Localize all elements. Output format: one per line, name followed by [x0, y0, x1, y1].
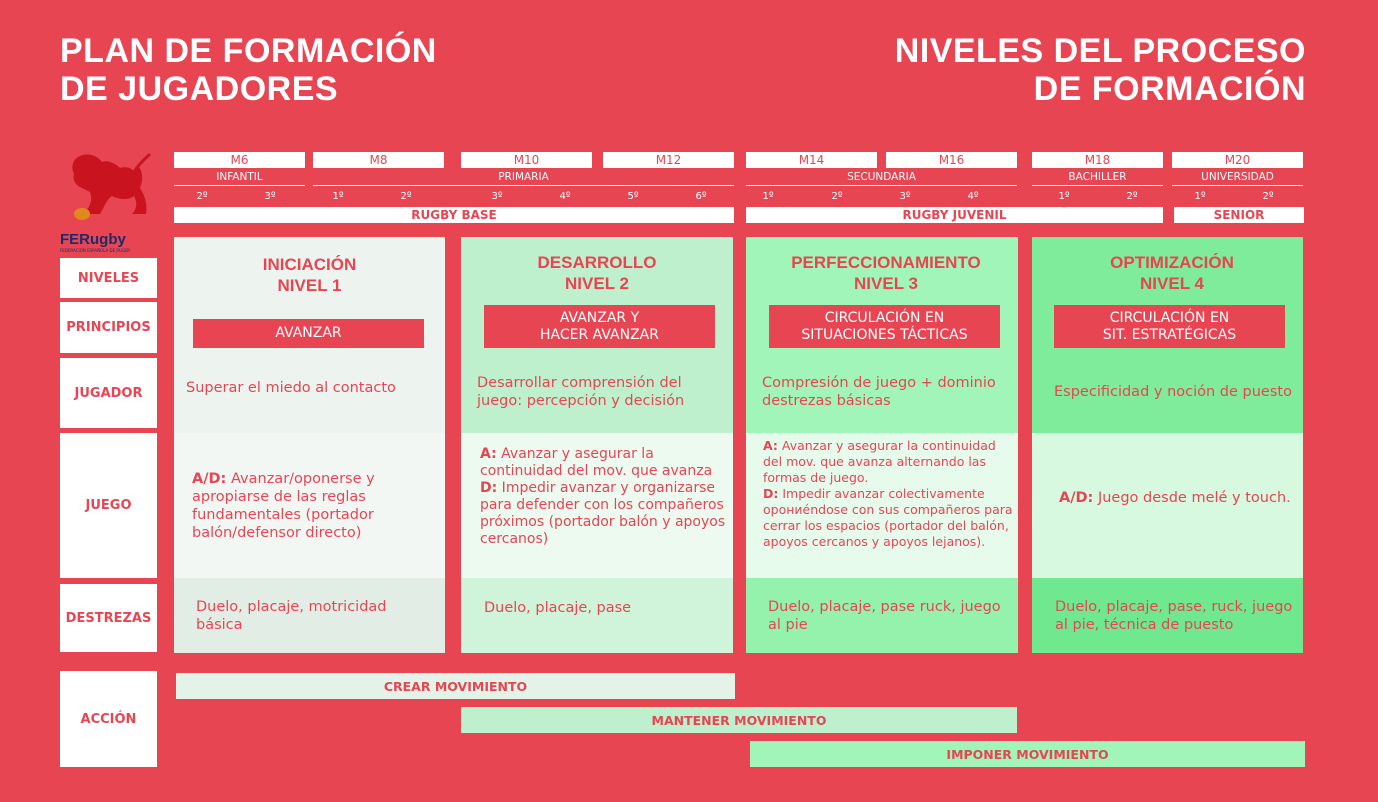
title-right: NIVELES DEL PROCESO DE FORMACIÓN: [894, 32, 1306, 108]
level-3-player: Compresión de juego + dominio destrezas básicas: [762, 375, 996, 409]
year-label: 3º: [491, 191, 503, 202]
juego-key: A:: [480, 446, 497, 462]
lion-logo-icon: [60, 148, 155, 228]
year-label: 2º: [831, 191, 843, 202]
level-3-skills: Duelo, placaje, pase ruck, juego al pie: [768, 599, 1001, 633]
year-label: 4º: [967, 191, 979, 202]
logo-subtext: FEDERACIÓN ESPAÑOLA DE RUGBY: [60, 248, 131, 253]
category-m12: M12: [603, 152, 734, 168]
year-label: 3º: [899, 191, 911, 202]
year-label: 4º: [559, 191, 571, 202]
juego-text: Avanzar y asegurar la continuidad del mov. que avanza: [480, 446, 713, 479]
divider-line: [746, 185, 1017, 186]
action-mantener-movimiento: MANTENER MOVIMIENTO: [461, 707, 1017, 733]
school-bachiller: BACHILLER: [1068, 171, 1127, 183]
divider-line: [1172, 185, 1303, 186]
year-label: 3º: [264, 191, 276, 202]
juego-text: Avanzar/oponerse y apropiarse de las reglas fundamentales (portador balón/defensor directo): [192, 471, 375, 541]
year-label: 5º: [627, 191, 639, 202]
divider-line: [1032, 185, 1163, 186]
logo: [60, 148, 155, 253]
juego-text: Impedir avanzar y organizarse para defender con los compañeros próximos (portador balón y apoyos cercanos): [480, 480, 726, 547]
juego-text: Impedir avanzar colectivamente opониéndose con sus compañeros para cerrar los espacios (portador del balón, apoyos cercanos y apoyos lejanos).: [763, 486, 1013, 549]
year-label: 1º: [762, 191, 774, 202]
year-label: 1º: [1058, 191, 1070, 202]
year-label: 2º: [400, 191, 412, 202]
row-label-accion: ACCIÓN: [60, 671, 157, 767]
stage-senior: SENIOR: [1174, 207, 1304, 223]
logo-text: FERugby: [60, 231, 126, 248]
level-1-title: INICIACIÓN NIVEL 1: [262, 255, 357, 295]
year-label: 2º: [196, 191, 208, 202]
category-m16: M16: [886, 152, 1017, 168]
category-m14: M14: [746, 152, 877, 168]
year-label: 1º: [332, 191, 344, 202]
action-imponer-movimiento: IMPONER MOVIMIENTO: [750, 741, 1305, 767]
category-m18: M18: [1032, 152, 1163, 168]
school-universidad: UNIVERSIDAD: [1201, 171, 1274, 183]
level-2-title: DESARROLLO NIVEL 2: [537, 253, 657, 293]
level-1-player: Superar el miedo al contacto: [186, 380, 396, 396]
category-m6: M6: [174, 152, 305, 168]
row-label-jugador: JUGADOR: [60, 358, 157, 428]
level-4-juego: [1059, 489, 1294, 507]
stage-rugby-base: RUGBY BASE: [174, 207, 734, 223]
divider-line: [174, 185, 305, 186]
school-infantil: INFANTIL: [216, 171, 263, 183]
row-label-niveles: NIVELES: [60, 258, 157, 298]
juego-key: D:: [480, 480, 498, 496]
level-3-juego: [763, 438, 1016, 550]
juego-key: A:: [763, 438, 778, 453]
row-label-principios: PRINCIPIOS: [60, 302, 157, 353]
level-4-skills: Duelo, placaje, pase, ruck, juego al pie, técnica de puesto: [1055, 599, 1293, 633]
juego-key: A/D:: [1059, 490, 1094, 506]
year-label: 2º: [1262, 191, 1274, 202]
stage-rugby-juvenil: RUGBY JUVENIL: [746, 207, 1163, 223]
row-label-juego: JUEGO: [60, 433, 157, 578]
level-4-player: Especificidad y noción de puesto: [1054, 384, 1292, 400]
title-left: PLAN DE FORMACIÓN DE JUGADORES: [60, 32, 437, 108]
year-label: 2º: [1126, 191, 1138, 202]
juego-text: Avanzar y asegurar la continuidad del mov. que avanza alternando las formas de juego.: [763, 438, 996, 485]
action-crear-movimiento: CREAR MOVIMIENTO: [176, 673, 735, 699]
school-secundaria: SECUNDARIA: [847, 171, 916, 183]
level-3-principle: CIRCULACIÓN EN SITUACIONES TÁCTICAS: [769, 305, 1000, 348]
level-2-skills: Duelo, placaje, pase: [484, 600, 632, 616]
divider-line: [313, 185, 734, 186]
juego-key: D:: [763, 486, 779, 501]
juego-text: Juego desde melé y touch.: [1093, 490, 1291, 506]
level-1-principle: AVANZAR: [193, 319, 424, 348]
level-4-title: OPTIMIZACIÓN NIVEL 4: [1110, 253, 1234, 293]
level-4-principle: CIRCULACIÓN EN SIT. ESTRATÉGICAS: [1054, 305, 1285, 348]
level-2-juego: [480, 446, 730, 548]
level-2-player: Desarrollar comprensión del juego: percepción y decisión: [477, 375, 685, 409]
level-1-skills: Duelo, placaje, motricidad básica: [196, 599, 387, 633]
row-label-destrezas: DESTREZAS: [60, 584, 157, 652]
category-m20: M20: [1172, 152, 1303, 168]
school-primaria: PRIMARIA: [498, 171, 549, 183]
level-2-principle: AVANZAR Y HACER AVANZAR: [484, 305, 715, 348]
year-label: 1º: [1194, 191, 1206, 202]
category-m8: M8: [313, 152, 444, 168]
level-3-title: PERFECCIONAMIENTO NIVEL 3: [791, 253, 981, 293]
level-1-juego: [192, 470, 437, 542]
category-m10: M10: [461, 152, 592, 168]
juego-key: A/D:: [192, 471, 227, 487]
year-label: 6º: [695, 191, 707, 202]
